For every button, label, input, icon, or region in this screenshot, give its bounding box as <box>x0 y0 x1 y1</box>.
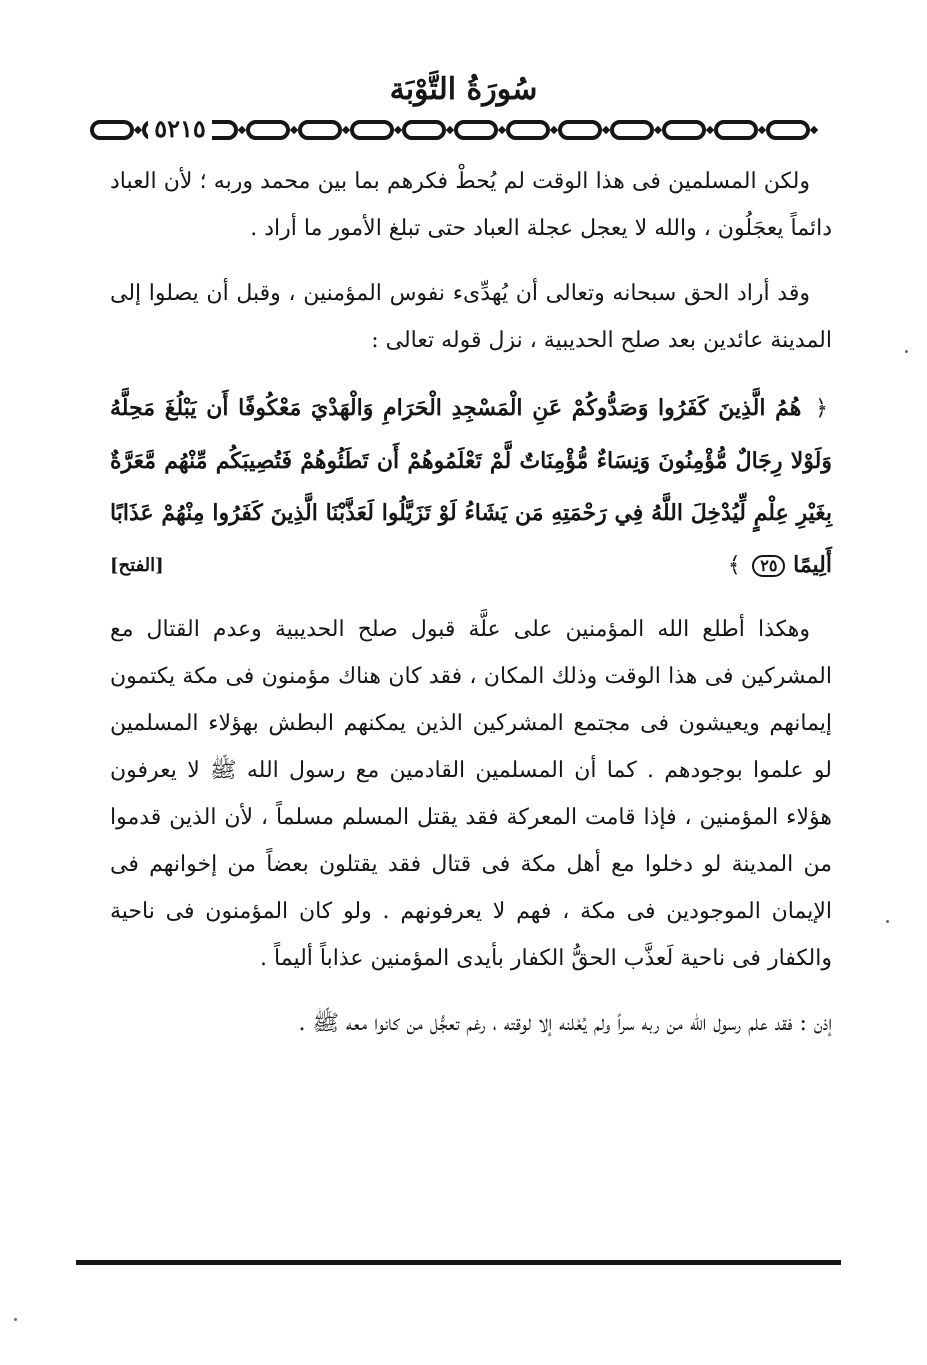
border-link <box>456 122 496 138</box>
border-link <box>508 122 548 138</box>
border-diamond <box>810 126 818 134</box>
surah-title: سُورَةُ التَّوْبَة <box>389 72 538 107</box>
border-link <box>248 122 288 138</box>
border-link <box>612 122 652 138</box>
border-link <box>716 122 756 138</box>
border-link <box>300 122 340 138</box>
close-bracket: ﴾ <box>727 553 741 578</box>
quran-verse-text: هُمُ الَّذِينَ كَفَرُوا وَصَدُّوكُمْ عَنِ الْمَسْجِدِ الْحَرَامِ وَالْهَدْيَ مَعْكُوفًا أَن يَبْلُغَ مَحِلَّهُ وَلَوْلا رِجَالٌ مُّؤْمِنُونَ وَنِسَاءٌ مُّؤْمِنَاتٌ لَّمْ تَعْلَمُوهُمْ أَن تَطَئُوهُمْ فَتُصِيبَكُم مِّنْهُم مَّعَرَّةٌ بِغَيْرِ عِلْمٍ لِّيُدْخِلَ اللَّهُ فِي رَحْمَتِهِ مَن يَشَاءُ لَوْ تَزَيَّلُوا لَعَذَّبْنَا الَّذِينَ كَفَرُوا مِنْهُمْ عَذَابًا أَلِيمًا <box>110 395 832 578</box>
ayah-number: ٢٥ <box>752 555 785 577</box>
border-link <box>664 122 704 138</box>
border-diamond <box>238 126 246 134</box>
paragraph-1: ولكن المسلمين فى هذا الوقت لم يُحطْ فكرهم بما بين محمد وربه ؛ لأن العباد دائماً يعجَلُون ، والله لا يعجل عجلة العباد حتى تبلغ الأمور ما أراد . <box>110 169 832 241</box>
border-link <box>768 122 808 138</box>
border-diamond <box>342 126 350 134</box>
scan-speck <box>905 350 908 353</box>
border-diamond <box>498 126 506 134</box>
border-diamond <box>706 126 714 134</box>
paragraph-3: وهكذا أطلع الله المؤمنين على علَّة قبول صلح الحديبية وعدم القتال مع المشركين فى هذا الوقت وذلك المكان ، فقد كان هناك مؤمنون فى مكة يكتمون إيمانهم ويعيشون فى مجتمع المشركين الذين يمكنهم البطش بهؤلاء المسلمين لو علموا بوجودهم . كما أن المسلمين القادمين مع رسول الله ﷺ لا يعرفون هؤلاء المؤمنين ، فإذا قامت المعركة فقد يقتل المسلم مسلماً ، لأن الذين قدموا من المدينة لو دخلوا مع أهل مكة فى قتال فقد يقتلون بعضاً من إخوانهم فى الإيمان الموجودين فى مكة ، فهم لا يعرفونهم . ولو كان المؤمنون فى ناحية والكفار فى ناحية لَعذَّب الحقُّ الكفار بأيدى المؤمنين عذاباً أليماً . <box>110 617 832 971</box>
surah-reference: [الفتح] <box>110 555 164 576</box>
border-diamond <box>654 126 662 134</box>
border-diamond <box>758 126 766 134</box>
border-link <box>352 122 392 138</box>
open-bracket: ﴿ <box>815 396 828 421</box>
paragraph-4: إذن : فقد علم رسول الله من ربه سراً ولم يُعْلنه إلا لوقته ، رغم تعجُّل من كانوا معه ﷺ . <box>298 1011 832 1036</box>
page-number: ٥٢١٥ <box>148 114 212 144</box>
border-link <box>560 122 600 138</box>
paragraph-2: وقد أراد الحق سبحانه وتعالى أن يُهدِّىء نفوس المؤمنين ، وقبل أن يصلوا إلى المدينة عائدين بعد صلح الحديبية ، نزل قوله تعالى : <box>110 281 832 353</box>
border-link <box>404 122 444 138</box>
border-diamond <box>394 126 402 134</box>
page-body <box>110 158 832 1065</box>
scan-speck <box>886 920 889 923</box>
quran-verse-block <box>110 382 832 592</box>
border-diamond <box>550 126 558 134</box>
border-diamond <box>602 126 610 134</box>
bottom-rule <box>76 1260 841 1265</box>
scan-speck <box>14 1318 17 1321</box>
border-diamond <box>134 126 142 134</box>
border-diamond <box>290 126 298 134</box>
border-diamond <box>446 126 454 134</box>
border-link <box>92 122 132 138</box>
